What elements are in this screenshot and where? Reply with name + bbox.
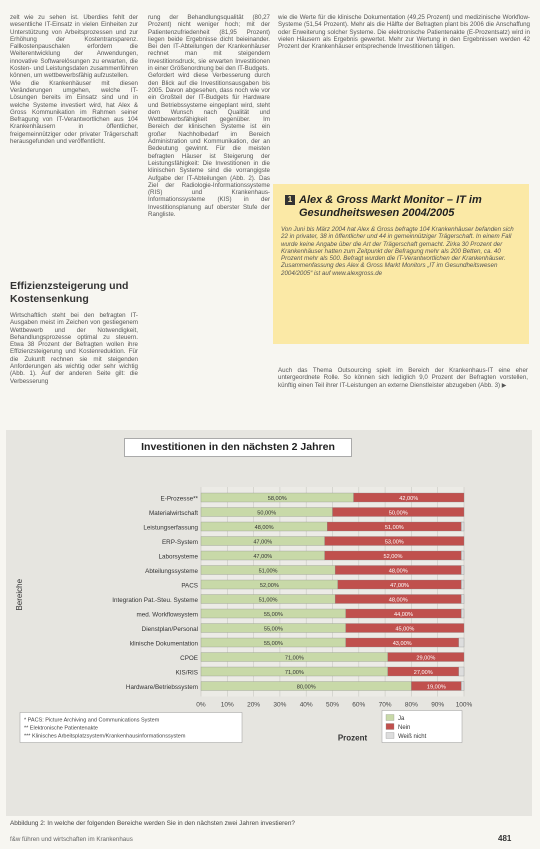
category-label: Abteilungssysteme xyxy=(145,568,198,575)
category-label: ERP-System xyxy=(161,539,198,546)
data-label: 71,00% xyxy=(284,655,304,662)
data-label: 55,00% xyxy=(263,612,283,618)
info-box-title-text: Alex & Gross Markt Monitor – IT im Gesundheitswesen 2004/2005 xyxy=(299,194,482,219)
x-tick-label: 0% xyxy=(196,701,206,709)
info-box-text: Von Juni bis März 2004 hat Alex & Gross befragte 104 Krankenhäuser befanden sich 22 in privater, 38 in öffentlicher und 44 in gemeinnütziger Trägerschaft. In einem Fall wurde keine Angabe über die Art der Trägerschaft gemacht. Zirka 30 Prozent der Krankenhäuser hatten zum Zeitpunkt der Befragung mehr als 200 Betten, ca. 40 Prozent mehr als 500. Befragt wurden die IT-Verantwortlichen der Krankenhäuser. Zusammenfassung des Alex & Gross Markt Monitors „IT im Gesundheitswesen 2004/2005“ ist auf www.alexgross.de xyxy=(281,226,514,277)
legend-label: Ja xyxy=(398,716,405,722)
data-label: 45,00% xyxy=(395,626,415,633)
section-heading: Effizienzsteigerung und Kostensenkung xyxy=(10,280,129,305)
paragraph: Auch das Thema Outsourcing spielt im Bereich der Krankenhaus-IT eine eher untergeordnete Rolle. So können sich lediglich 9,0 Prozent der Befragten vorstellen, künftig einen Teil ihrer IT-Leistungen an externe Dienstleister abzugeben (Abb. 3) ▶ xyxy=(278,367,528,389)
x-tick-label: 50% xyxy=(325,701,340,709)
x-tick-label: 80% xyxy=(404,701,418,709)
page-number: 481 xyxy=(498,834,512,843)
paragraph: Gefordert wird diese Verbesserung durch den Blick auf die Investitionsausgaben bis 2005. Davon abgesehen, dass noch wie vor ein Großteil der IT-Budgets für Hardware und Betriebssysteme eingeplant wird, steht dem Wunsch nach Qualität und Wettbewerbsfähigkeit gegenüber. Im Bereich der klinischen Systeme ist ein großer Nachholbedarf im Bereich Administration und Kommunikation, der an Bedeutung gewinnt. Für die meisten befragten Häuser ist Steigerung der Leistungsfähigkeit: Die Investitionen in die klinischen Systeme sind die vorrangigste Aufgabe der IT-Abteilungen (Abb. 2). Das Ziel der Radiologie-Informationssysteme (RIS) und Krankenhaus-Informationssysteme (KIS) in der Investitionsplanung auf oberster Stufe der Rangliste. xyxy=(148,72,270,219)
info-box xyxy=(273,184,529,344)
data-label: 47,00% xyxy=(253,554,273,560)
category-label: Materialwirtschaft xyxy=(149,510,198,517)
bar-segment xyxy=(461,566,464,575)
bar-segment xyxy=(461,551,464,560)
x-tick-label: 10% xyxy=(220,701,234,709)
bar-segment xyxy=(461,609,464,618)
chart-frame xyxy=(6,430,532,816)
bar-segment xyxy=(461,682,464,691)
data-label: 52,00% xyxy=(259,583,279,589)
legend-label: Nein xyxy=(398,725,411,731)
x-tick-label: 100% xyxy=(455,701,473,709)
footnote: ** Elektronische Patientenakte xyxy=(24,725,98,732)
category-label: Dienstplan/Personal xyxy=(141,626,198,633)
info-box-title xyxy=(285,194,525,220)
footer-publication: f&w führen und wirtschaften im Krankenhaus xyxy=(10,836,133,843)
data-label: 51,00% xyxy=(258,597,278,604)
data-label: 42,00% xyxy=(399,496,419,502)
y-axis-label: Bereiche xyxy=(15,578,24,611)
data-label: 55,00% xyxy=(263,626,283,633)
data-label: 29,00% xyxy=(416,655,436,662)
bar-segment xyxy=(461,595,464,604)
text-column-2 xyxy=(148,14,270,218)
bar-segment xyxy=(461,580,464,589)
data-label: 19,00% xyxy=(426,684,446,691)
text-column-3b xyxy=(278,367,528,389)
data-label: 52,00% xyxy=(383,554,403,560)
data-label: 51,00% xyxy=(258,568,278,575)
data-label: 43,00% xyxy=(392,641,412,647)
paragraph: zelt wie zu sehen ist. Überdies fehlt der wesentliche IT-Einsatz in vielen Einheiten zur Unterstützung von Arbeitsprozessen und zur Erhöhung der Kostentransparenz. Fallkostenpauschalen erfordern die Weiterentwicklung der Anwendungen, innovative Softwarelösungen zu erwarten, die Kosten- und Leistungsdaten zusammenführen können, um wettbewerbsfähig aufzustellen. xyxy=(10,14,138,80)
category-label: med. Workflowsystem xyxy=(136,611,198,619)
paragraph: wie die Werte für die klinische Dokumentation (49,25 Prozent) und medizinische Workflow-Systeme (51,54 Prozent). Mehr als die Hälfte der Befragten plant bis 2006 die Anschaffung oder Erweiterung solcher Systeme. Die elektronische Patientenakte (E-Prozentsatz) wird in vielen Häusern als Ergebnis gewertet. Mehr zur Wertung in den Ergebnissen werden 42 Prozent der Krankenhäuser entsprechende Investitionen tätigen. xyxy=(278,14,530,51)
text-column-1 xyxy=(10,14,138,145)
category-label: klinische Dokumentation xyxy=(129,640,198,648)
text-column-1b xyxy=(10,312,138,385)
category-label: Integration Pat.-Steu. Systeme xyxy=(112,597,198,604)
bar-segment xyxy=(459,667,464,676)
x-tick-label: 40% xyxy=(299,701,313,709)
bar-segment xyxy=(459,638,464,647)
data-label: 71,00% xyxy=(284,670,304,676)
stacked-bar-chart xyxy=(6,430,532,816)
legend-label: Weiß nicht xyxy=(398,734,427,740)
data-label: 51,00% xyxy=(384,525,404,531)
figure-caption: Abbildung 2: In welche der folgenden Bereiche werden Sie in den nächsten zwei Jahren investieren? xyxy=(10,820,295,827)
data-label: 47,00% xyxy=(390,583,410,589)
category-label: PACS xyxy=(181,582,198,590)
footnote: *** Klinisches Arbeitsplatzsystem/Krankenhausinformationssystem xyxy=(24,733,186,740)
category-label: E-Prozesse** xyxy=(160,495,198,503)
x-tick-label: 30% xyxy=(273,701,287,709)
paragraph: Wirtschaftlich steht bei den befragten IT-Ausgaben meist im Zeichen von gestiegenem Wettbewerb und der Notwendigkeit, Behandlungsprozesse optimal zu steuern. Etwa 38 Prozent der Befragten wollen ihre Effizienzsteigerung und Kostenreduktion. Für die Zukunft rechnen sie mit steigenden Anforderungen als wichtig oder sehr wichtig (Abb. 1). Auf der anderen Seite gilt: die Verbesserung xyxy=(10,312,138,385)
data-label: 80,00% xyxy=(296,684,316,691)
data-label: 47,00% xyxy=(253,539,273,546)
paragraph: rung der Behandlungsqualität (80,27 Prozent) nicht weniger hoch; mit der Patientenzufriedenheit (81,95 Prozent) liegen beide Ergebnisse dicht beieinander. Bei den IT-Abteilungen der Krankenhäuser rechnet man mit steigendem Investitionsdruck, sie erwarten Investitionen in einer Größenordnung bei den IT-Budgets. xyxy=(148,14,270,73)
legend-swatch xyxy=(386,715,394,721)
x-axis-label: Prozent xyxy=(337,733,368,743)
data-label: 48,00% xyxy=(254,525,274,531)
data-label: 58,00% xyxy=(267,496,287,502)
legend-swatch xyxy=(386,733,394,739)
category-label: Leistungserfassung xyxy=(143,524,198,532)
x-tick-label: 70% xyxy=(378,701,392,709)
text-column-3 xyxy=(278,14,530,50)
category-label: Hardware/Betriebssystem xyxy=(125,684,198,691)
data-label: 48,00% xyxy=(388,568,408,575)
category-label: KIS/RIS xyxy=(175,669,198,677)
info-number-icon: 1 xyxy=(285,195,295,205)
x-tick-label: 90% xyxy=(431,701,445,709)
chart-title: Investitionen in den nächsten 2 Jahren xyxy=(124,438,352,457)
data-label: 27,00% xyxy=(413,670,433,676)
paragraph: Wie die Krankenhäuser mit diesen Veränderungen umgehen, welche IT-Lösungen bereits im Einsatz sind und in welche Systeme investiert wird, hat Alex & Gross Kommunikation im Rahmen seiner Befragung von IT-Verantwortlichen aus 104 Krankenhäusern in öffentlicher, freigemeinnütziger oder privater Trägerschaft herausgefunden und veröffentlicht. xyxy=(10,79,138,146)
data-label: 50,00% xyxy=(388,510,408,517)
footnote: * PACS: Picture Archiving and Communications System xyxy=(24,717,160,724)
data-label: 50,00% xyxy=(257,510,277,517)
legend-swatch xyxy=(386,724,394,730)
data-label: 48,00% xyxy=(388,597,408,604)
bar-segment xyxy=(461,522,464,531)
data-label: 53,00% xyxy=(384,539,404,546)
data-label: 55,00% xyxy=(263,641,283,647)
data-label: 44,00% xyxy=(394,612,414,618)
category-label: Laborsysteme xyxy=(158,553,198,561)
x-tick-label: 20% xyxy=(247,701,261,709)
category-label: CPOE xyxy=(180,655,198,662)
x-tick-label: 60% xyxy=(352,701,366,709)
